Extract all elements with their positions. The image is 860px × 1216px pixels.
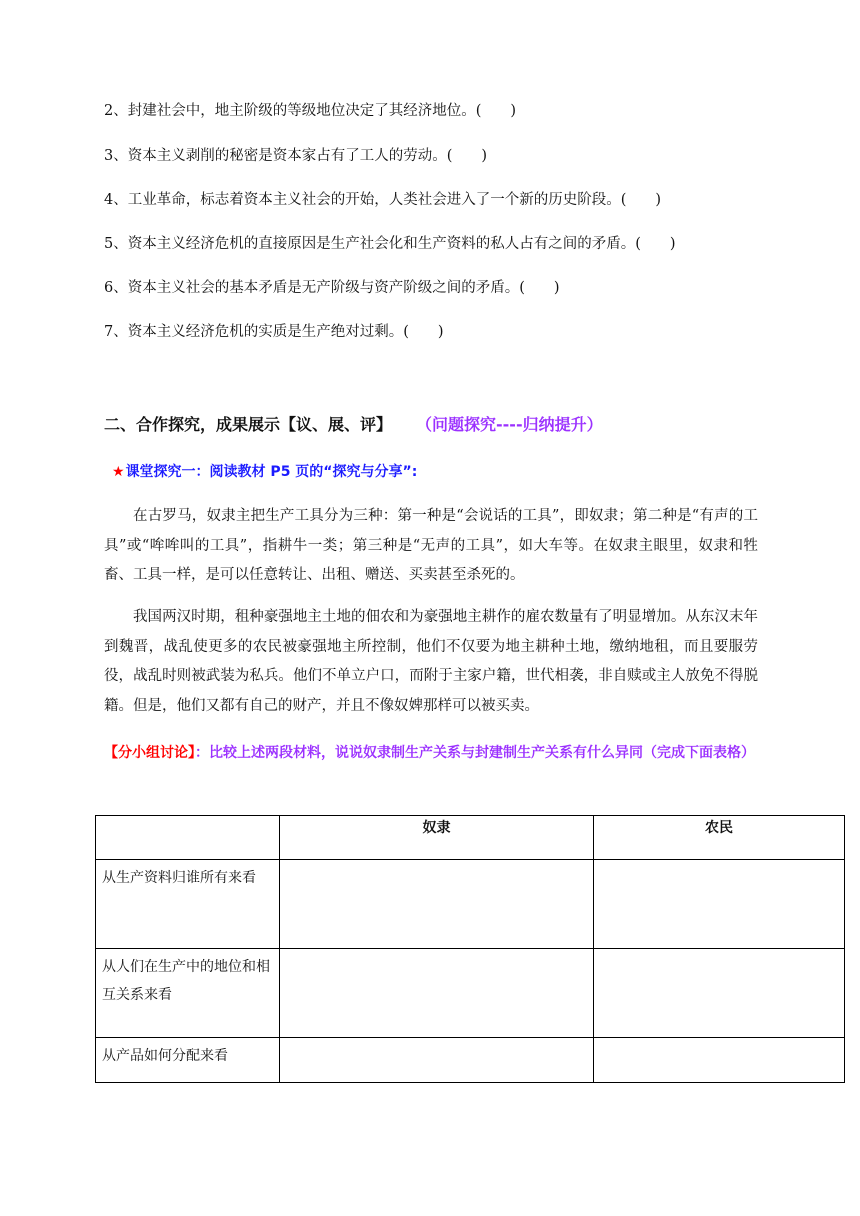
discussion-tag: 【分小组讨论】 xyxy=(104,745,195,761)
table-header-row xyxy=(96,816,845,860)
answer-cell[interactable] xyxy=(594,1038,845,1083)
header-cell-slave: 奴隶 xyxy=(280,816,594,860)
exploration-heading xyxy=(112,461,417,481)
row-label-means-of-production: 从生产资料归谁所有来看 xyxy=(96,860,280,949)
table-row xyxy=(96,860,845,949)
answer-cell[interactable] xyxy=(280,949,594,1038)
question-3: 3、资本主义剥削的秘密是资本家占有了工人的劳动。( ) xyxy=(104,148,488,164)
section-heading xyxy=(104,412,603,435)
header-cell-peasant: 农民 xyxy=(594,816,845,860)
question-6: 6、资本主义社会的基本矛盾是无产阶级与资产阶级之间的矛盾。( ) xyxy=(104,280,560,296)
exploration-title: 课堂探究一：阅读教材 P5 页的“探究与分享”: xyxy=(125,464,418,480)
star-icon: ★ xyxy=(112,464,125,480)
answer-cell[interactable] xyxy=(594,860,845,949)
row-label-distribution: 从产品如何分配来看 xyxy=(96,1038,280,1083)
comparison-table xyxy=(95,815,845,1083)
paragraph-han: 我国两汉时期，租种豪强地主土地的佃农和为豪强地主耕作的雇农数量有了明显增加。从东汉末年到魏晋，战乱使更多的农民被豪强地主所控制，他们不仅要为地主耕种土地，缴纳地租，而且要服劳役，战乱时则被武装为私兵。他们不单立户口，而附于主家户籍，世代相袭，非自赎或主人放免不得脱籍。但是，他们又都有自己的财产，并且不像奴婢那样可以被买卖。 xyxy=(104,609,758,714)
answer-cell[interactable] xyxy=(594,949,845,1038)
paragraph-rome: 在古罗马，奴隶主把生产工具分为三种：第一种是“会说话的工具”，即奴隶；第二种是“有声的工具”或“哞哞叫的工具”，指耕牛一类；第三种是“无声的工具”，如大车等。在奴隶主眼里，奴隶和牲畜、工具一样，是可以任意转让、出租、赠送、买卖甚至杀死的。 xyxy=(104,508,758,583)
question-7: 7、资本主义经济危机的实质是生产绝对过剩。( ) xyxy=(104,324,444,340)
header-cell-empty xyxy=(96,816,280,860)
section-subtitle: （问题探究----归纳提升） xyxy=(424,415,603,434)
answer-cell[interactable] xyxy=(280,1038,594,1083)
discussion-prompt xyxy=(104,739,760,767)
question-5: 5、资本主义经济危机的直接原因是生产社会化和生产资料的私人占有之间的矛盾。( ) xyxy=(104,236,676,252)
answer-cell[interactable] xyxy=(280,860,594,949)
discussion-text: ：比较上述两段材料，说说奴隶制生产关系与封建制生产关系有什么异同（完成下面表格） xyxy=(195,745,755,761)
question-2: 2、封建社会中，地主阶级的等级地位决定了其经济地位。( ) xyxy=(104,103,517,119)
table-row xyxy=(96,949,845,1038)
table-row xyxy=(96,1038,845,1083)
row-label-relations: 从人们在生产中的地位和相互关系来看 xyxy=(96,949,280,1038)
section-title: 二、合作探究，成果展示【议、展、评】 xyxy=(104,415,393,434)
question-4: 4、工业革命，标志着资本主义社会的开始，人类社会进入了一个新的历史阶段。( ) xyxy=(104,192,662,208)
